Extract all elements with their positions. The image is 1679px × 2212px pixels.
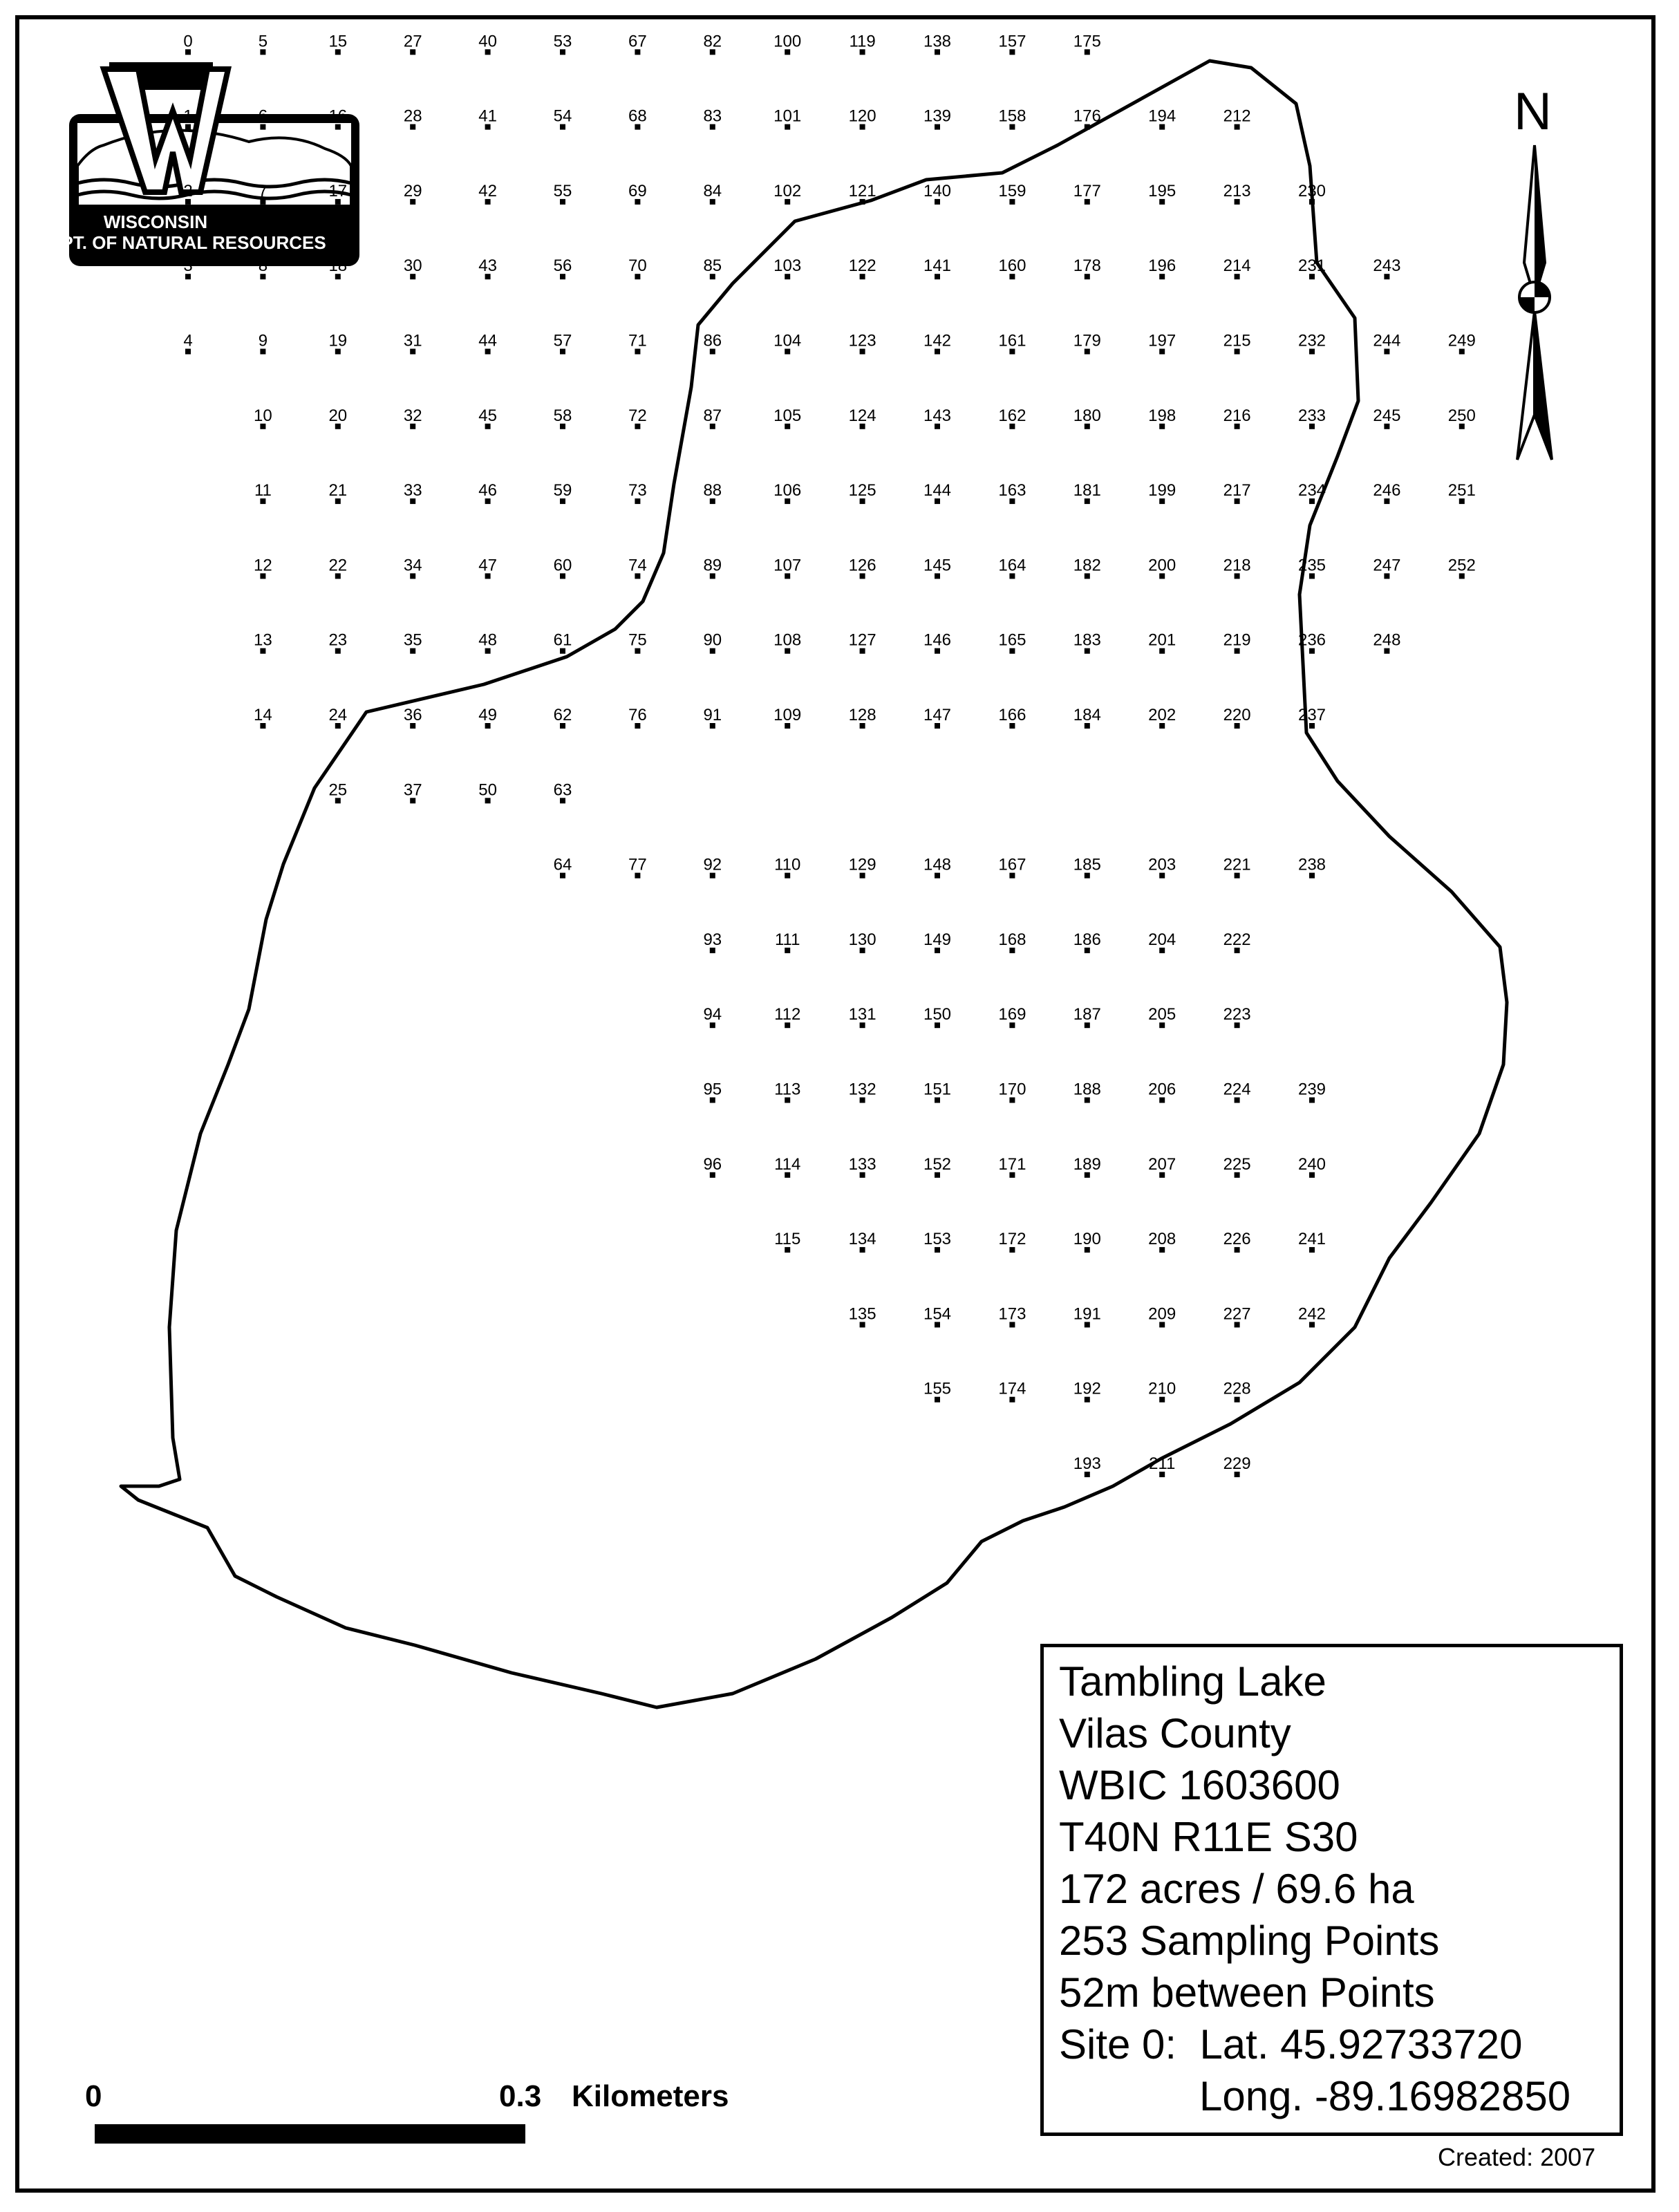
sampling-point-label: 126 bbox=[848, 556, 876, 575]
sampling-point-label: 130 bbox=[848, 930, 876, 949]
sampling-point-label: 198 bbox=[1148, 406, 1176, 425]
sampling-point-label: 48 bbox=[478, 630, 497, 650]
sampling-point-label: 124 bbox=[848, 406, 876, 425]
sampling-point-label: 187 bbox=[1073, 1005, 1101, 1024]
sampling-point-label: 69 bbox=[628, 181, 647, 200]
sampling-point-label: 235 bbox=[1297, 556, 1326, 575]
sampling-point-label: 247 bbox=[1373, 556, 1401, 575]
sampling-point-label: 60 bbox=[553, 556, 572, 575]
sampling-point-label: 206 bbox=[1148, 1080, 1176, 1099]
sampling-point-label: 15 bbox=[328, 32, 348, 51]
sampling-point-label: 75 bbox=[628, 630, 647, 650]
sampling-point-label: 110 bbox=[774, 855, 801, 874]
sampling-point-label: 84 bbox=[703, 181, 722, 200]
sampling-point-label: 162 bbox=[998, 406, 1026, 425]
sampling-point-label: 227 bbox=[1223, 1304, 1251, 1324]
sampling-point-label: 250 bbox=[1447, 406, 1476, 425]
sampling-point-label: 109 bbox=[773, 706, 802, 724]
sampling-point-label: 134 bbox=[848, 1230, 876, 1249]
sampling-point-label: 19 bbox=[328, 331, 348, 350]
sampling-point-label: 212 bbox=[1223, 106, 1251, 126]
sampling-point-label: 209 bbox=[1148, 1304, 1176, 1324]
sampling-point-label: 34 bbox=[403, 556, 422, 575]
sampling-point-label: 252 bbox=[1447, 556, 1476, 575]
sampling-point-label: 199 bbox=[1148, 481, 1176, 500]
sampling-point-label: 155 bbox=[923, 1379, 952, 1398]
sampling-point-label: 8 bbox=[258, 256, 268, 276]
sampling-point-label: 195 bbox=[1148, 181, 1176, 200]
sampling-point-label: 45 bbox=[478, 406, 497, 425]
scale-unit: Kilometers bbox=[572, 2079, 729, 2113]
sampling-point-label: 103 bbox=[773, 256, 802, 276]
sampling-point-label: 178 bbox=[1073, 256, 1101, 276]
sampling-point-label: 201 bbox=[1148, 630, 1176, 650]
sampling-point-label: 112 bbox=[774, 1005, 801, 1024]
sampling-point-label: 159 bbox=[998, 181, 1026, 200]
sampling-point-label: 243 bbox=[1373, 256, 1401, 276]
sampling-point-label: 44 bbox=[478, 331, 497, 350]
sampling-point-label: 222 bbox=[1223, 930, 1251, 949]
lake-name: Tambling Lake bbox=[1059, 1658, 1326, 1705]
sampling-point-label: 246 bbox=[1373, 481, 1401, 500]
sampling-point-label: 108 bbox=[773, 630, 802, 650]
sampling-point-label: 143 bbox=[923, 406, 952, 425]
sampling-point-label: 236 bbox=[1297, 630, 1326, 650]
sampling-point-label: 153 bbox=[923, 1230, 952, 1249]
sampling-point-label: 1 bbox=[183, 106, 193, 126]
sampling-point-label: 170 bbox=[998, 1080, 1026, 1099]
sampling-point-label: 72 bbox=[628, 406, 647, 425]
sampling-point-label: 204 bbox=[1148, 930, 1176, 949]
sampling-point-label: 100 bbox=[773, 32, 802, 51]
sampling-point-label: 115 bbox=[774, 1230, 801, 1249]
sampling-point-label: 120 bbox=[848, 106, 876, 126]
sampling-point-label: 194 bbox=[1148, 106, 1176, 126]
sampling-point-label: 244 bbox=[1373, 331, 1401, 350]
north-label: N bbox=[1514, 82, 1552, 141]
sampling-point-label: 131 bbox=[848, 1005, 876, 1024]
sampling-point-label: 219 bbox=[1223, 630, 1251, 650]
sampling-point-label: 242 bbox=[1297, 1304, 1326, 1324]
north-arrow-icon bbox=[1517, 145, 1552, 460]
sampling-point-label: 88 bbox=[703, 481, 722, 500]
sampling-point-label: 23 bbox=[328, 630, 348, 650]
sampling-point-label: 2 bbox=[183, 181, 193, 200]
sampling-point-label: 189 bbox=[1073, 1154, 1101, 1174]
sampling-point-label: 145 bbox=[923, 556, 952, 575]
sampling-point-label: 50 bbox=[478, 780, 497, 800]
lake-area: 172 acres / 69.6 ha bbox=[1059, 1866, 1414, 1912]
sampling-point-label: 180 bbox=[1073, 406, 1101, 425]
sampling-point-label: 32 bbox=[403, 406, 422, 425]
sampling-point-label: 111 bbox=[774, 930, 800, 949]
sampling-point-label: 157 bbox=[998, 32, 1026, 51]
sampling-point-label: 18 bbox=[328, 256, 348, 276]
scale-bar bbox=[95, 2124, 525, 2144]
sampling-point-label: 151 bbox=[923, 1080, 952, 1099]
sampling-point-label: 92 bbox=[703, 855, 722, 874]
sampling-point-label: 168 bbox=[998, 930, 1026, 949]
sampling-point-label: 165 bbox=[998, 630, 1026, 650]
sampling-point-label: 142 bbox=[923, 331, 952, 350]
sampling-point-label: 169 bbox=[998, 1005, 1026, 1024]
county: Vilas County bbox=[1059, 1710, 1291, 1756]
sampling-point-label: 46 bbox=[478, 481, 497, 500]
sampling-point-label: 152 bbox=[923, 1154, 952, 1174]
sampling-point-label: 121 bbox=[848, 181, 876, 200]
sampling-point-label: 184 bbox=[1073, 706, 1101, 724]
sampling-point-label: 56 bbox=[553, 256, 572, 276]
logo-text-2: DEPT. OF NATURAL RESOURCES bbox=[36, 232, 326, 253]
sampling-point-label: 82 bbox=[703, 32, 722, 51]
sampling-point-label: 217 bbox=[1223, 481, 1251, 500]
sampling-point-label: 43 bbox=[478, 256, 497, 276]
sampling-point-label: 106 bbox=[773, 481, 802, 500]
sampling-point-label: 128 bbox=[848, 706, 876, 724]
sampling-point-label: 150 bbox=[923, 1005, 952, 1024]
sampling-point-label: 62 bbox=[553, 706, 572, 724]
sampling-point-label: 53 bbox=[553, 32, 572, 51]
sampling-point-label: 193 bbox=[1073, 1454, 1101, 1473]
sampling-point-label: 25 bbox=[328, 780, 348, 800]
sampling-point-label: 249 bbox=[1447, 331, 1476, 350]
sampling-point-label: 138 bbox=[923, 32, 952, 51]
sampling-point-label: 102 bbox=[773, 181, 802, 200]
sampling-point-label: 42 bbox=[478, 181, 497, 200]
sampling-point-label: 196 bbox=[1148, 256, 1176, 276]
sampling-point-label: 238 bbox=[1297, 855, 1326, 874]
sampling-point-label: 135 bbox=[848, 1304, 876, 1324]
sampling-point-label: 213 bbox=[1223, 181, 1251, 200]
sampling-point-label: 228 bbox=[1223, 1379, 1251, 1398]
sampling-point-label: 55 bbox=[553, 181, 572, 200]
sampling-point-label: 76 bbox=[628, 706, 647, 724]
sampling-point-label: 41 bbox=[478, 106, 497, 126]
sampling-point-label: 14 bbox=[254, 706, 272, 724]
sampling-point-label: 113 bbox=[774, 1080, 801, 1099]
sampling-point-label: 105 bbox=[773, 406, 802, 425]
sampling-point-label: 188 bbox=[1073, 1080, 1101, 1099]
sampling-point-label: 251 bbox=[1447, 481, 1476, 500]
sampling-point-label: 22 bbox=[328, 556, 348, 575]
sampling-point-label: 200 bbox=[1148, 556, 1176, 575]
sampling-point-label: 17 bbox=[328, 181, 348, 200]
sampling-point-label: 226 bbox=[1223, 1230, 1251, 1249]
sampling-point-label: 245 bbox=[1373, 406, 1401, 425]
sampling-point-label: 119 bbox=[849, 32, 876, 51]
sampling-point-label: 58 bbox=[553, 406, 572, 425]
sampling-point-label: 232 bbox=[1297, 331, 1326, 350]
sampling-point-label: 107 bbox=[773, 556, 802, 575]
sampling-point-label: 74 bbox=[628, 556, 647, 575]
sampling-point-label: 240 bbox=[1297, 1154, 1326, 1174]
sampling-point-label: 231 bbox=[1297, 256, 1326, 276]
sampling-point-label: 161 bbox=[998, 331, 1026, 350]
point-count: 253 Sampling Points bbox=[1059, 1918, 1440, 1964]
sampling-point-label: 63 bbox=[553, 780, 572, 800]
sampling-point-label: 171 bbox=[998, 1154, 1026, 1174]
sampling-point-label: 123 bbox=[848, 331, 876, 350]
scale-end: 0.3 bbox=[499, 2079, 542, 2113]
sampling-point-label: 127 bbox=[848, 630, 876, 650]
sampling-point-label: 114 bbox=[774, 1154, 801, 1174]
sampling-point-label: 148 bbox=[923, 855, 952, 874]
sampling-point-label: 13 bbox=[254, 630, 272, 650]
sampling-point-label: 61 bbox=[553, 630, 572, 650]
sampling-point-label: 174 bbox=[998, 1379, 1026, 1398]
sampling-point-label: 47 bbox=[478, 556, 497, 575]
sampling-point-label: 40 bbox=[478, 32, 497, 51]
sampling-point-label: 90 bbox=[703, 630, 722, 650]
sampling-point-label: 133 bbox=[848, 1154, 876, 1174]
sampling-point-label: 129 bbox=[848, 855, 876, 874]
legal-location: T40N R11E S30 bbox=[1059, 1814, 1358, 1860]
created-date: Created: 2007 bbox=[1438, 2143, 1596, 2171]
sampling-point-label: 30 bbox=[403, 256, 422, 276]
logo-text-1: WISCONSIN bbox=[103, 212, 208, 232]
sampling-point-label: 192 bbox=[1073, 1379, 1101, 1398]
sampling-point-label: 122 bbox=[848, 256, 876, 276]
sampling-point-label: 20 bbox=[328, 406, 348, 425]
sampling-point-label: 177 bbox=[1073, 181, 1101, 200]
sampling-point-label: 205 bbox=[1148, 1005, 1176, 1024]
sampling-point-label: 104 bbox=[773, 331, 802, 350]
sampling-point-label: 183 bbox=[1073, 630, 1101, 650]
sampling-point-label: 173 bbox=[998, 1304, 1026, 1324]
site-latitude: Site 0: Lat. 45.92733720 bbox=[1059, 2021, 1523, 2068]
sampling-point-label: 229 bbox=[1223, 1454, 1251, 1473]
sampling-point-label: 248 bbox=[1373, 630, 1401, 650]
sampling-point-label: 7 bbox=[258, 181, 268, 200]
sampling-point-label: 176 bbox=[1073, 106, 1101, 126]
lake-info-box bbox=[1040, 1644, 1623, 2136]
sampling-point-label: 21 bbox=[328, 481, 348, 500]
sampling-point-label: 70 bbox=[628, 256, 647, 276]
sampling-point-label: 4 bbox=[183, 331, 193, 350]
sampling-point-label: 146 bbox=[923, 630, 952, 650]
site-longitude: Long. -89.16982850 bbox=[1199, 2073, 1571, 2119]
sampling-point-label: 175 bbox=[1073, 32, 1101, 51]
sampling-point-label: 239 bbox=[1297, 1080, 1326, 1099]
sampling-point-label: 139 bbox=[923, 106, 952, 126]
sampling-point-label: 101 bbox=[773, 106, 802, 126]
sampling-point-label: 0 bbox=[183, 32, 193, 51]
sampling-point-label: 211 bbox=[1149, 1454, 1176, 1473]
sampling-point-label: 11 bbox=[254, 481, 272, 500]
sampling-point-label: 167 bbox=[998, 855, 1026, 874]
sampling-point-label: 16 bbox=[328, 106, 348, 126]
sampling-point-label: 49 bbox=[478, 706, 497, 724]
sampling-point-label: 234 bbox=[1297, 481, 1326, 500]
sampling-point-label: 163 bbox=[998, 481, 1026, 500]
sampling-point-label: 141 bbox=[923, 256, 952, 276]
point-spacing: 52m between Points bbox=[1059, 1969, 1435, 2016]
sampling-point-label: 224 bbox=[1223, 1080, 1251, 1099]
sampling-point-label: 3 bbox=[183, 256, 193, 276]
sampling-point-label: 210 bbox=[1148, 1379, 1176, 1398]
sampling-point-label: 214 bbox=[1223, 256, 1251, 276]
sampling-point-label: 144 bbox=[923, 481, 952, 500]
sampling-point-label: 6 bbox=[258, 106, 268, 126]
sampling-point-label: 94 bbox=[703, 1005, 722, 1024]
sampling-point-label: 12 bbox=[254, 556, 272, 575]
sampling-point-label: 181 bbox=[1073, 481, 1101, 500]
sampling-point-label: 9 bbox=[258, 331, 268, 350]
wbic: WBIC 1603600 bbox=[1059, 1762, 1340, 1808]
sampling-point-label: 37 bbox=[403, 780, 422, 800]
sampling-point-label: 179 bbox=[1073, 331, 1101, 350]
sampling-point-label: 190 bbox=[1073, 1230, 1101, 1249]
sampling-point-label: 83 bbox=[703, 106, 722, 126]
sampling-point-label: 154 bbox=[923, 1304, 952, 1324]
sampling-point-label: 132 bbox=[848, 1080, 876, 1099]
sampling-point-label: 185 bbox=[1073, 855, 1101, 874]
sampling-point-label: 31 bbox=[403, 331, 422, 350]
sampling-points bbox=[183, 0, 1476, 1477]
sampling-point-label: 5 bbox=[258, 32, 268, 51]
sampling-point-label: 237 bbox=[1297, 706, 1326, 724]
sampling-point-label: 67 bbox=[628, 32, 647, 51]
sampling-point-label: 27 bbox=[403, 32, 422, 51]
sampling-point-label: 28 bbox=[403, 106, 422, 126]
sampling-point-label: 233 bbox=[1297, 406, 1326, 425]
sampling-point-label: 91 bbox=[703, 706, 722, 724]
wdnr-logo bbox=[36, 62, 359, 266]
sampling-point-label: 158 bbox=[998, 106, 1026, 126]
sampling-point-label: 208 bbox=[1148, 1230, 1176, 1249]
sampling-point-label: 73 bbox=[628, 481, 647, 500]
sampling-point-label: 172 bbox=[998, 1230, 1026, 1249]
sampling-point-label: 166 bbox=[998, 706, 1026, 724]
sampling-point-label: 215 bbox=[1223, 331, 1251, 350]
sampling-point-label: 96 bbox=[703, 1154, 722, 1174]
sampling-point-label: 220 bbox=[1223, 706, 1251, 724]
lake-shoreline bbox=[121, 61, 1507, 1707]
sampling-point-label: 216 bbox=[1223, 406, 1251, 425]
sampling-point-label: 77 bbox=[628, 855, 647, 874]
sampling-point-label: 68 bbox=[628, 106, 647, 126]
sampling-point-label: 182 bbox=[1073, 556, 1101, 575]
sampling-point-label: 207 bbox=[1148, 1154, 1176, 1174]
sampling-point-label: 86 bbox=[703, 331, 722, 350]
sampling-point-label: 89 bbox=[703, 556, 722, 575]
sampling-point-label: 33 bbox=[403, 481, 422, 500]
sampling-point-label: 140 bbox=[923, 181, 952, 200]
sampling-point-label: 191 bbox=[1073, 1304, 1101, 1324]
sampling-point-label: 59 bbox=[553, 481, 572, 500]
scale-start: 0 bbox=[85, 2079, 102, 2113]
sampling-point-label: 85 bbox=[703, 256, 722, 276]
sampling-point-label: 10 bbox=[254, 406, 272, 425]
sampling-point-label: 54 bbox=[553, 106, 572, 126]
sampling-point-label: 93 bbox=[703, 930, 722, 949]
sampling-point-label: 203 bbox=[1148, 855, 1176, 874]
sampling-point-label: 149 bbox=[923, 930, 952, 949]
sampling-point-label: 125 bbox=[848, 481, 876, 500]
sampling-point-label: 164 bbox=[998, 556, 1026, 575]
sampling-point-label: 36 bbox=[403, 706, 422, 724]
sampling-point-label: 35 bbox=[403, 630, 422, 650]
sampling-point-label: 186 bbox=[1073, 930, 1101, 949]
sampling-point-label: 225 bbox=[1223, 1154, 1251, 1174]
sampling-point-label: 64 bbox=[553, 855, 572, 874]
sampling-point-label: 147 bbox=[923, 706, 952, 724]
sampling-point-label: 221 bbox=[1223, 855, 1251, 874]
sampling-point-label: 230 bbox=[1297, 181, 1326, 200]
sampling-point-label: 218 bbox=[1223, 556, 1251, 575]
sampling-point-label: 160 bbox=[998, 256, 1026, 276]
sampling-point-label: 24 bbox=[328, 706, 348, 724]
sampling-point-label: 202 bbox=[1148, 706, 1176, 724]
sampling-point-label: 87 bbox=[703, 406, 722, 425]
sampling-point-label: 29 bbox=[403, 181, 422, 200]
sampling-point-label: 197 bbox=[1148, 331, 1176, 350]
sampling-point-label: 223 bbox=[1223, 1005, 1251, 1024]
sampling-point-label: 57 bbox=[553, 331, 572, 350]
sampling-point-label: 95 bbox=[703, 1080, 722, 1099]
sampling-point-label: 71 bbox=[628, 331, 647, 350]
sampling-point-label: 241 bbox=[1297, 1230, 1326, 1249]
